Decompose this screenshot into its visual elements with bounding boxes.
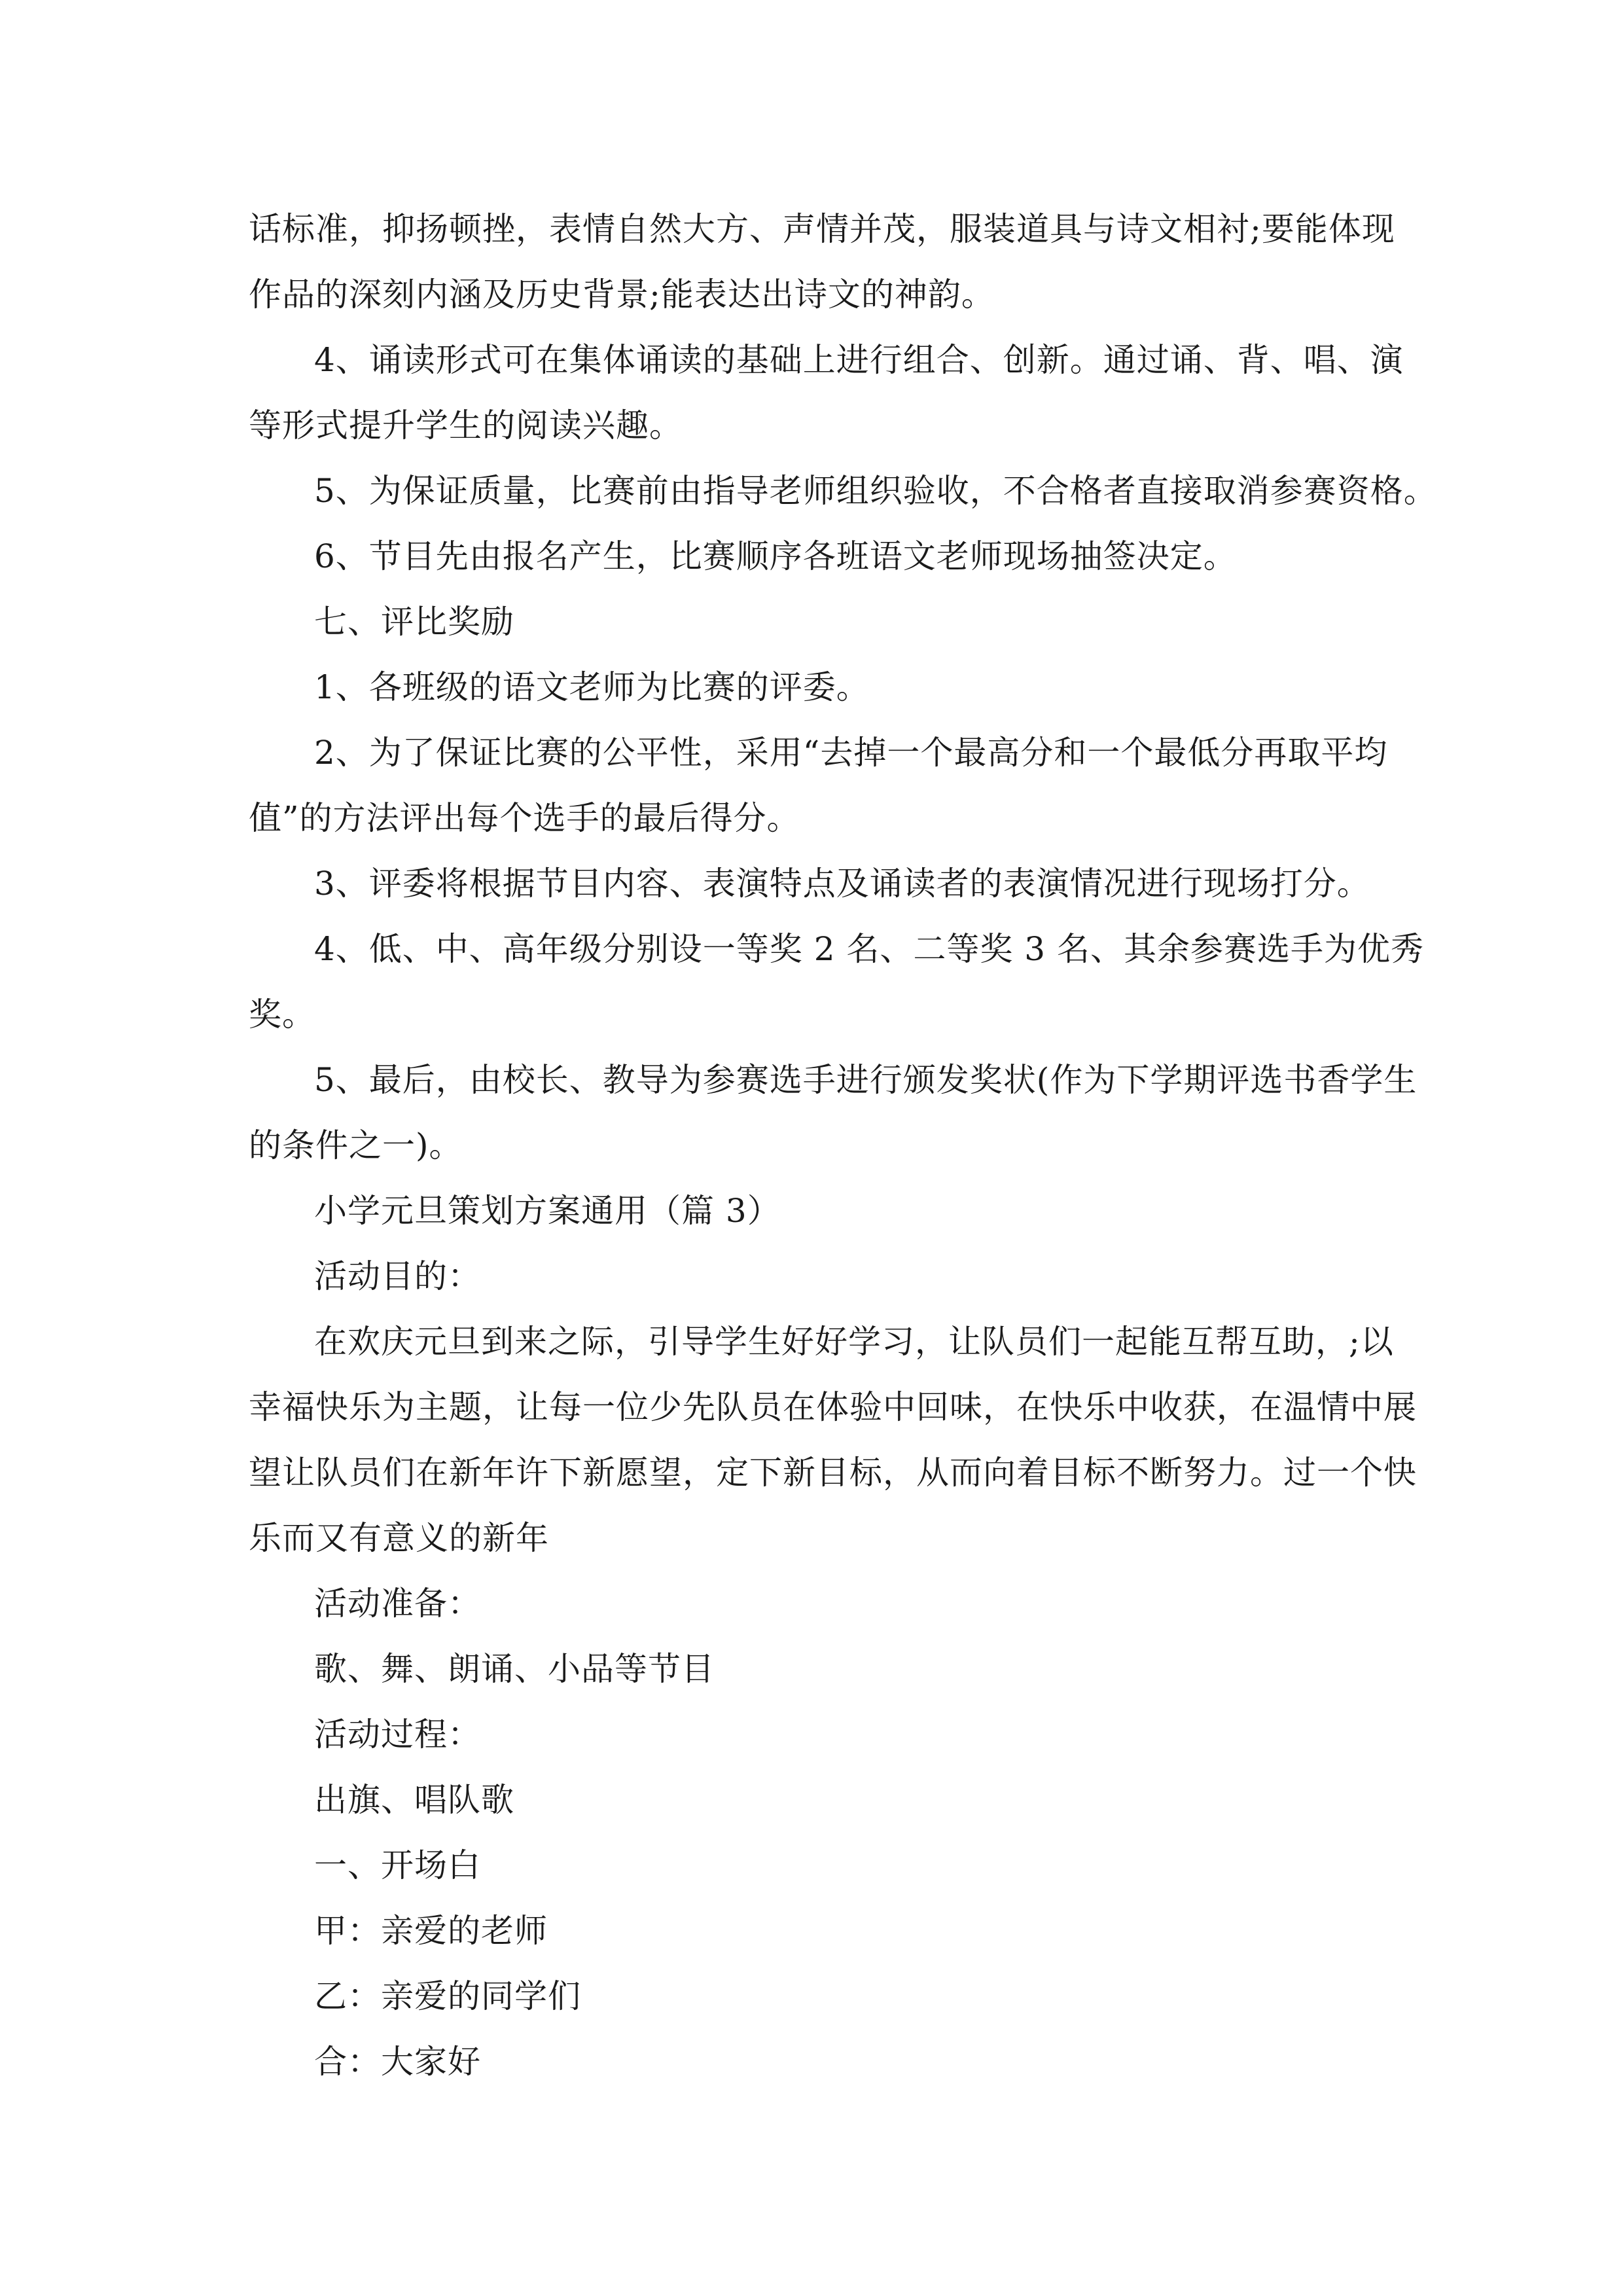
text-line-9: 2、为了保证比赛的公平性，采用“去掉一个最高分和一个最低分再取平均 <box>314 734 1388 772</box>
text-line-15: 的条件之一)。 <box>249 1126 463 1164</box>
text-line-13: 奖。 <box>249 996 315 1033</box>
text-line-22: 活动准备： <box>314 1585 481 1623</box>
text-line-14: 5、最后，由校长、教导为参赛选手进行颁发奖状(作为下学期评选书香学生 <box>314 1061 1418 1099</box>
article-title: 小学元旦策划方案通用（篇 3） <box>314 1192 781 1230</box>
text-line-25: 出旗、唱队歌 <box>314 1781 514 1819</box>
text-line-17: 活动目的： <box>314 1257 481 1295</box>
text-line-5: 5、为保证质量，比赛前由指导老师组织验收，不合格者直接取消参赛资格。 <box>314 472 1437 510</box>
text-line-19: 幸福快乐为主题，让每一位少先队员在体验中回味，在快乐中收获，在温情中展 <box>249 1388 1417 1426</box>
text-line-12: 4、低、中、高年级分别设一等奖 2 名、二等奖 3 名、其余参赛选手为优秀 <box>314 930 1425 968</box>
text-line-20: 望让队员们在新年许下新愿望，定下新目标，从而向着目标不断努力。过一个快 <box>249 1454 1417 1492</box>
text-line-28: 乙：亲爱的同学们 <box>314 1977 581 2015</box>
text-line-18: 在欢庆元旦到来之际，引导学生好好学习，让队员们一起能互帮互助，;以 <box>314 1323 1394 1361</box>
text-line-29: 合：大家好 <box>314 2043 481 2081</box>
text-line-26: 一、开场白 <box>314 1846 481 1884</box>
document-page <box>249 196 1437 2094</box>
text-line-21: 乐而又有意义的新年 <box>249 1519 549 1557</box>
text-line-4: 等形式提升学生的阅读兴趣。 <box>249 406 683 444</box>
text-line-8: 1、各班级的语文老师为比赛的评委。 <box>314 668 870 706</box>
text-line-2: 作品的深刻内涵及历史背景;能表达出诗文的神韵。 <box>249 276 995 314</box>
section-heading: 七、评比奖励 <box>314 603 514 641</box>
text-line-1: 话标准，抑扬顿挫，表情自然大方、声情并茂，服装道具与诗文相衬;要能体现 <box>249 210 1395 248</box>
text-line-23: 歌、舞、朗诵、小品等节目 <box>314 1650 715 1688</box>
text-line-24: 活动过程： <box>314 1715 481 1753</box>
text-line-3: 4、诵读形式可在集体诵读的基础上进行组合、创新。通过诵、背、唱、演 <box>314 341 1404 379</box>
text-line-10: 值”的方法评出每个选手的最后得分。 <box>249 799 800 837</box>
text-line-27: 甲：亲爱的老师 <box>314 1912 548 1950</box>
text-line-11: 3、评委将根据节目内容、表演特点及诵读者的表演情况进行现场打分。 <box>314 865 1370 903</box>
text-line-6: 6、节目先由报名产生，比赛顺序各班语文老师现场抽签决定。 <box>314 537 1237 575</box>
